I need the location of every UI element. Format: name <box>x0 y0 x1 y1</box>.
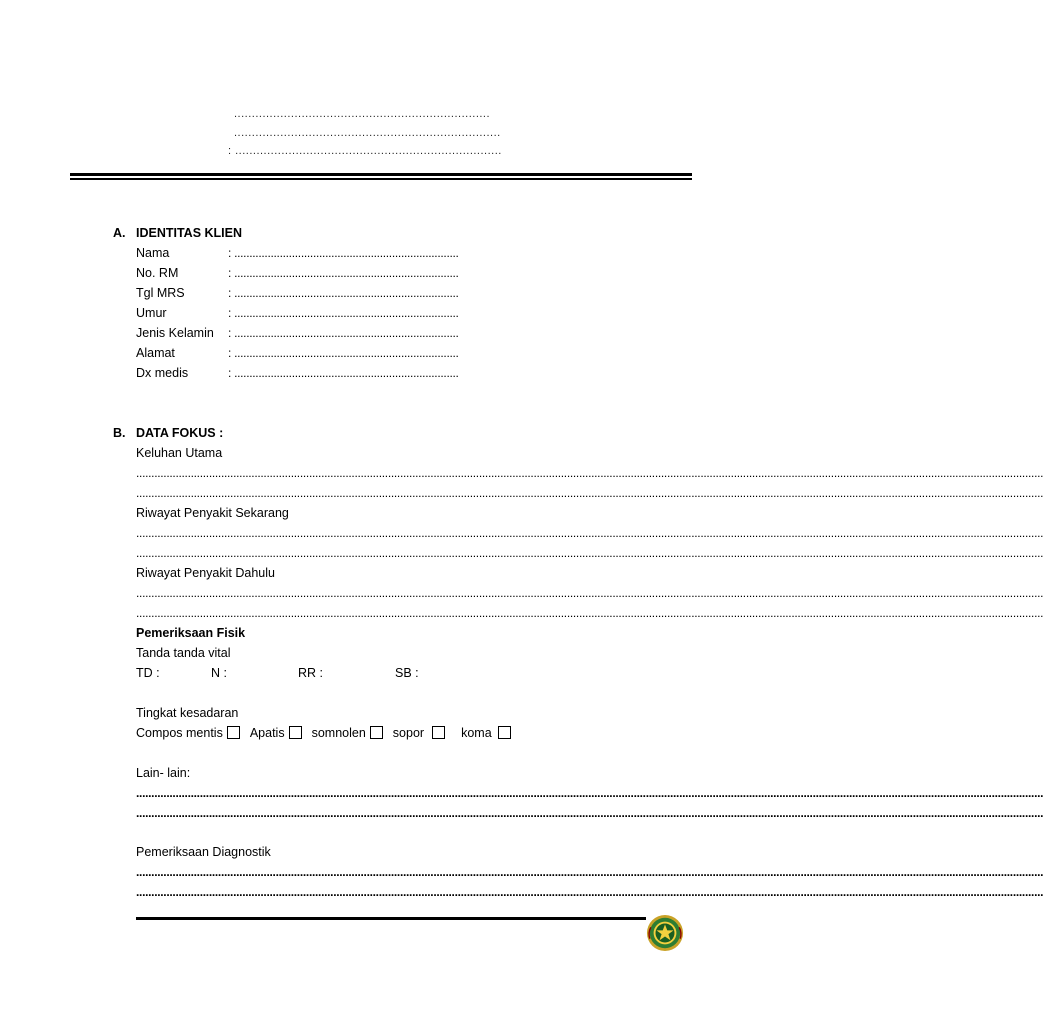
field-label-nama: Nama <box>136 246 170 260</box>
riwayat-sekarang-label: Riwayat Penyakit Sekarang <box>136 506 289 520</box>
kesadaran-options-row <box>136 723 521 743</box>
field-value-no-rm[interactable]: : .......................................................................... <box>228 266 459 280</box>
field-label-alamat: Alamat <box>136 346 175 360</box>
option-sopor-label: sopor <box>392 726 425 740</box>
diagnostik-line-2[interactable]: ........................................................................................................................................................................................................................................................................................................... <box>136 885 1043 899</box>
pemeriksaan-fisik-heading: Pemeriksaan Fisik <box>136 626 246 640</box>
vital-sb-label: SB : <box>395 666 419 680</box>
option-compos-mentis-label: Compos mentis <box>136 726 223 740</box>
emblem-seal-icon <box>646 914 684 952</box>
riwayat-sekarang-line-1[interactable]: ........................................................................................................................................................................................................................................................................................................... <box>136 526 1043 540</box>
checkbox-sopor[interactable] <box>432 726 445 739</box>
header-rule-thin <box>70 178 692 180</box>
diagnostik-line-1[interactable]: ........................................................................................................................................................................................................................................................................................................... <box>136 865 1043 879</box>
section-a-heading: IDENTITAS KLIEN <box>136 226 243 240</box>
field-value-alamat[interactable]: : .......................................................................... <box>228 346 459 360</box>
riwayat-sekarang-line-2[interactable]: ........................................................................................................................................................................................................................................................................................................... <box>136 546 1043 560</box>
checkbox-koma[interactable] <box>498 726 511 739</box>
header-line-1: ........................................................................ <box>234 108 491 120</box>
footer-rule <box>136 917 646 920</box>
lain-lain-line-2[interactable]: ........................................................................................................................................................................................................................................................................................................... <box>136 806 1043 820</box>
field-value-umur[interactable]: : .......................................................................... <box>228 306 459 320</box>
field-label-dx-medis: Dx medis <box>136 366 189 380</box>
checkbox-somnolen[interactable] <box>370 726 383 739</box>
keluhan-utama-line-2[interactable]: ........................................................................................................................................................................................................................................................................................................... <box>136 486 1043 500</box>
checkbox-apatis[interactable] <box>289 726 302 739</box>
pemeriksaan-diagnostik-label: Pemeriksaan Diagnostik <box>136 845 271 859</box>
field-value-nama[interactable]: : .......................................................................... <box>228 246 459 260</box>
option-apatis-label: Apatis <box>249 726 285 740</box>
option-somnolen-label: somnolen <box>311 726 366 740</box>
vital-n-label: N : <box>211 666 227 680</box>
field-label-jenis-kelamin: Jenis Kelamin <box>136 326 214 340</box>
vital-td-label: TD : <box>136 666 160 680</box>
keluhan-utama-line-1[interactable]: ........................................................................................................................................................................................................................................................................................................... <box>136 466 1043 480</box>
field-label-umur: Umur <box>136 306 167 320</box>
riwayat-dahulu-line-1[interactable]: ........................................................................................................................................................................................................................................................................................................... <box>136 586 1043 600</box>
header-rule-thick <box>70 173 692 176</box>
option-koma-label: koma <box>461 726 492 740</box>
riwayat-dahulu-label: Riwayat Penyakit Dahulu <box>136 566 275 580</box>
tingkat-kesadaran-label: Tingkat kesadaran <box>136 706 239 720</box>
field-label-no-rm: No. RM <box>136 266 179 280</box>
field-value-jenis-kelamin[interactable]: : .......................................................................... <box>228 326 459 340</box>
header-line-3: : ........................................................................... <box>228 145 502 157</box>
tanda-vital-label: Tanda tanda vital <box>136 646 231 660</box>
lain-lain-label: Lain- lain: <box>136 766 191 780</box>
section-b-heading: DATA FOKUS : <box>136 426 224 440</box>
section-b-letter: B. <box>113 426 126 440</box>
field-value-dx-medis[interactable]: : .......................................................................... <box>228 366 459 380</box>
section-a-letter: A. <box>113 226 126 240</box>
checkbox-compos-mentis[interactable] <box>227 726 240 739</box>
keluhan-utama-label: Keluhan Utama <box>136 446 223 460</box>
vital-rr-label: RR : <box>298 666 323 680</box>
field-value-tgl-mrs[interactable]: : .......................................................................... <box>228 286 459 300</box>
lain-lain-line-1[interactable]: ........................................................................................................................................................................................................................................................................................................... <box>136 786 1043 800</box>
field-label-tgl-mrs: Tgl MRS <box>136 286 185 300</box>
riwayat-dahulu-line-2[interactable]: ........................................................................................................................................................................................................................................................................................................... <box>136 606 1043 620</box>
header-line-2: ........................................................................... <box>234 127 501 139</box>
